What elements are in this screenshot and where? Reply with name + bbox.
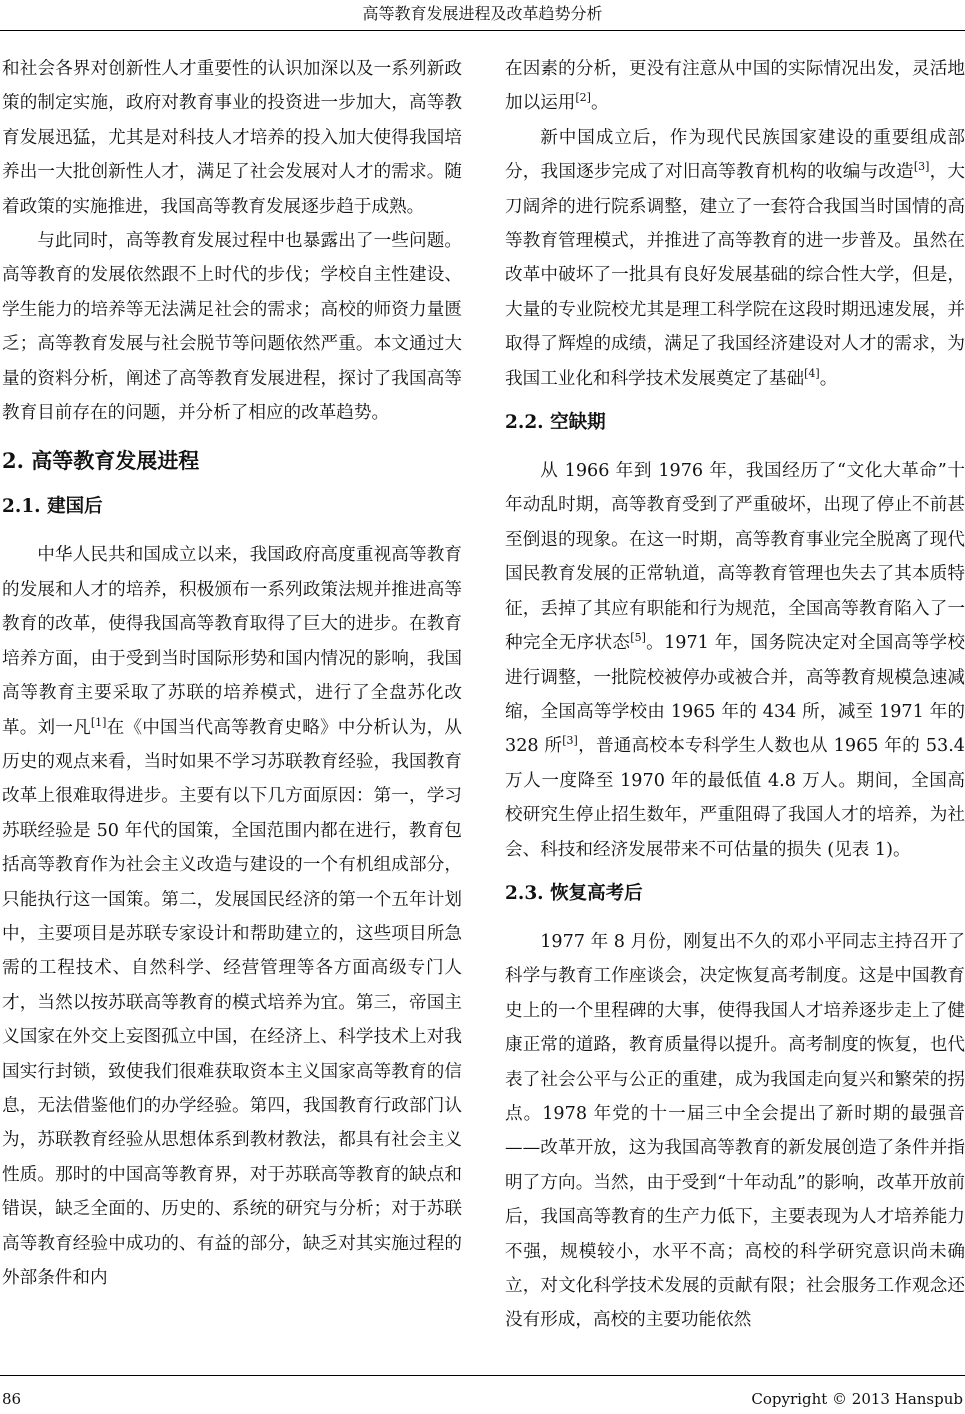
paragraph-text: 在因素的分析，更没有注意从中国的实际情况出发，灵活地加以运用 xyxy=(505,59,965,114)
citation-ref[interactable]: [5] xyxy=(630,631,646,645)
citation-ref[interactable]: [2] xyxy=(575,91,591,105)
section-heading: 2. 高等教育发展进程 xyxy=(2,448,200,474)
citation-ref[interactable]: [3] xyxy=(913,160,930,174)
subsection-heading: 2.1. 建国后 xyxy=(2,496,103,518)
right-column xyxy=(505,52,965,1338)
paragraph-text: 在《中国当代高等教育史略》中分析认为，从历史的观点来看，当时如果不学习苏联教育经验，我国教育改革上很难取得进步。主要有以下几方面原因：第一，学习苏联经验是 50 年代的国策，全国范围内都在进行，教育包括高等教育作为社会主义改造与建设的一个有机组成部分，只能执行这一国策。第二，发展国民经济的第一个五年计划中，主要项目是苏联专家设计和帮助建立的，这些项目所急需的工程技术、自然科学、经营管理等各方面高级专门人才，当然以按苏联高等教育的模式培养为宜。第三，帝国主义国家在外交上妄图孤立中国，在经济上、科学技术上对我国实行封锁，致使我们很难获取资本主义国家高等教育的信息，无法借鉴他们的办学经验。第四，我国教育行政部门认为，苏联教育经验从思想体系到教材教法，都具有社会主义性质。那时的中国高等教育界，对于苏联高等教育的缺点和错误，缺乏全面的、历史的、系统的研究与分析；对于苏联高等教育经验中成功的、有益的部分，缺乏对其实施过程的外部条件和内 xyxy=(2,717,462,1288)
header-rule xyxy=(0,30,965,31)
paragraph xyxy=(505,52,965,121)
paragraph-text: ，大刀阔斧的进行院系调整，建立了一套符合我国当时国情的高等教育管理模式，并推进了高等教育的进一步普及。虽然在改革中破坏了一批具有良好发展基础的综合性大学，但是，大量的专业院校尤其是理工科学院在这段时期迅速发展，并取得了辉煌的成绩，满足了我国经济建设对人才的需求，为我国工业化和科学技术发展奠定了基础 xyxy=(505,162,965,389)
paragraph-text: 。 xyxy=(590,93,609,114)
paragraph-text: 中华人民共和国成立以来，我国政府高度重视高等教育的发展和人才的培养，积极颁布一系列政策法规并推进高等教育的改革，使得我国高等教育取得了巨大的进步。在教育培养方面，由于受到当时国际形势和国内情况的影响，我国高等教育主要采取了苏联的培养模式，进行了全盘苏化改革。刘一凡 xyxy=(2,545,462,738)
citation-ref[interactable]: [1] xyxy=(90,715,107,729)
paragraph-text: 。1971 年，国务院决定对全国高等学校进行调整，一批院校被停办或被合并，高等教育规模急速减缩，全国高等学校由 1965 年的 434 所，减至 1971 年的 328 所 xyxy=(505,633,965,757)
paragraph xyxy=(505,121,965,396)
paragraph-text: 从 1966 年到 1976 年，我国经历了“文化大革命”十年动乱时期，高等教育受到了严重破坏，出现了停止不前甚至倒退的现象。在这一时期，高等教育事业完全脱离了现代国民教育发展的正常轨道，高等教育管理也失去了其本质特征，丢掉了其应有职能和行为规范，全国高等教育陷入了一种完全无序状态 xyxy=(505,461,965,654)
paragraph: 1977 年 8 月份，刚复出不久的邓小平同志主持召开了科学与教育工作座谈会，决定恢复高考制度。这是中国教育史上的一个里程碑的大事，使得我国人才培养逐步走上了健康正常的道路，教育质量得以提升。高考制度的恢复，也代表了社会公平与公正的重建，成为我国走向复兴和繁荣的拐点。1978 年党的十一届三中全会提出了新时期的最强音——改革开放，这为我国高等教育的新发展创造了条件并指明了方向。当然，由于受到“十年动乱”的影响，改革开放前后，我国高等教育的生产力低下，主要表现为人才培养能力不强，规模较小，水平不高；高校的科学研究意识尚未确立，对文化科学技术发展的贡献有限；社会服务工作观念还没有形成，高校的主要功能依然 xyxy=(505,931,965,1331)
paragraph: 与此同时，高等教育发展过程中也暴露出了一些问题。高等教育的发展依然跟不上时代的步伐；学校自主性建设、学生能力的培养等无法满足社会的需求；高校的师资力量匮乏；高等教育发展与社会脱节等问题依然严重。本文通过大量的资料分析，阐述了高等教育发展进程，探讨了我国高等教育目前存在的问题，并分析了相应的改革趋势。 xyxy=(2,231,462,424)
paragraph-text: 新中国成立后，作为现代民族国家建设的重要组成部分，我国逐步完成了对旧高等教育机构的收编与改造 xyxy=(505,127,965,183)
citation-ref[interactable]: [3] xyxy=(562,734,578,748)
paragraph-text: 。 xyxy=(819,368,838,389)
citation-ref[interactable]: [4] xyxy=(804,366,820,380)
subsection-heading: 2.2. 空缺期 xyxy=(505,412,606,434)
page-number: 86 xyxy=(2,1390,22,1408)
paragraph-text: ，普通高校本专科学生人数也从 1965 年的 53.4 万人一度降至 1970 年的最低值 4.8 万人。期间，全国高校研究生停止招生数年，严重阻碍了我国人才的培养，为社会、科技和经济发展带来不可估量的损失 (见表 1)。 xyxy=(505,736,965,860)
paragraph xyxy=(505,454,965,867)
running-title: 高等教育发展进程及改革趋势分析 xyxy=(362,4,603,23)
copyright-notice: Copyright © 2013 Hanspub xyxy=(751,1390,963,1408)
subsection-heading: 2.3. 恢复高考后 xyxy=(505,882,643,904)
paragraph: 和社会各界对创新性人才重要性的认识加深以及一系列新政策的制定实施，政府对教育事业的投资进一步加大，高等教育发展迅猛，尤其是对科技人才培养的投入加大使得我国培养出一大批创新性人才，满足了社会发展对人才的需求。随着政策的实施推进，我国高等教育发展逐步趋于成熟。 xyxy=(2,59,462,217)
left-column xyxy=(2,52,462,1295)
footer-rule xyxy=(0,1375,965,1376)
paragraph xyxy=(2,538,462,1295)
